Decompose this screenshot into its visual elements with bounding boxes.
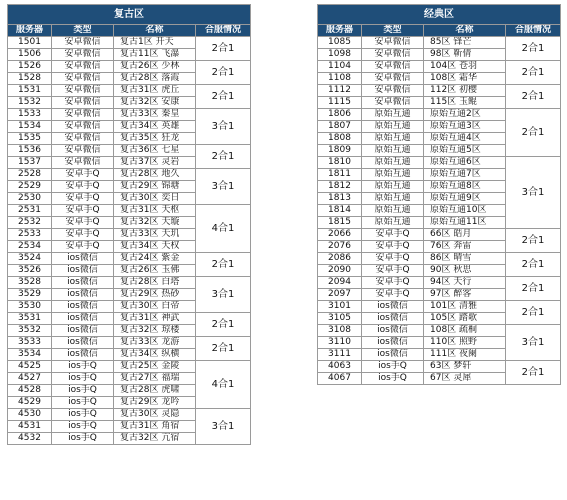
name-cell: 原始互通5区 <box>424 145 506 157</box>
merge-status-cell: 2合1 <box>196 337 251 361</box>
type-cell: ios手Q <box>52 421 114 433</box>
server-id-cell: 1810 <box>318 157 362 169</box>
name-cell: 复古28区 地久 <box>114 169 196 181</box>
name-cell: 105区 踏歌 <box>424 313 506 325</box>
type-cell: ios微信 <box>362 349 424 361</box>
type-cell: ios微信 <box>52 301 114 313</box>
server-id-cell: 2530 <box>8 193 52 205</box>
retro-zone-title: 复古区 <box>8 5 251 25</box>
type-cell: 安卓微信 <box>52 61 114 73</box>
merge-status-cell: 3合1 <box>506 157 561 229</box>
type-cell: ios微信 <box>362 325 424 337</box>
table-row <box>318 253 561 265</box>
name-cell: 复古27区 福瑞 <box>114 373 196 385</box>
type-cell: ios手Q <box>52 397 114 409</box>
table-row <box>8 85 251 97</box>
name-cell: 110区 照野 <box>424 337 506 349</box>
server-id-cell: 1814 <box>318 205 362 217</box>
server-id-cell: 1536 <box>8 145 52 157</box>
table-row <box>318 109 561 121</box>
header-server: 服务器 <box>318 25 362 37</box>
server-id-cell: 4529 <box>8 397 52 409</box>
server-id-cell: 2532 <box>8 217 52 229</box>
header-type: 类型 <box>362 25 424 37</box>
server-id-cell: 3526 <box>8 265 52 277</box>
table-row <box>8 61 251 73</box>
name-cell: 复古25区 金陵 <box>114 361 196 373</box>
type-cell: 安卓微信 <box>362 37 424 49</box>
name-cell: 112区 初樱 <box>424 85 506 97</box>
type-cell: 安卓微信 <box>52 97 114 109</box>
server-id-cell: 1098 <box>318 49 362 61</box>
type-cell: 安卓微信 <box>52 109 114 121</box>
server-id-cell: 1537 <box>8 157 52 169</box>
server-id-cell: 1807 <box>318 121 362 133</box>
table-row <box>318 229 561 241</box>
name-cell: 66区 皓月 <box>424 229 506 241</box>
type-cell: ios手Q <box>362 373 424 385</box>
name-cell: 复古32区 安康 <box>114 97 196 109</box>
merge-status-cell: 2合1 <box>506 277 561 301</box>
name-cell: 原始互通3区 <box>424 121 506 133</box>
type-cell: 安卓微信 <box>52 121 114 133</box>
name-cell: 复古28区 虎啸 <box>114 385 196 397</box>
type-cell: 安卓手Q <box>362 229 424 241</box>
table-row <box>8 253 251 265</box>
name-cell: 原始互通9区 <box>424 193 506 205</box>
server-id-cell: 1108 <box>318 73 362 85</box>
server-id-cell: 3105 <box>318 313 362 325</box>
name-cell: 复古33区 龙游 <box>114 337 196 349</box>
server-id-cell: 1531 <box>8 85 52 97</box>
merge-status-cell: 4合1 <box>196 205 251 253</box>
type-cell: 安卓手Q <box>52 181 114 193</box>
table-row <box>318 361 561 373</box>
name-cell: 复古30区 白帝 <box>114 301 196 313</box>
name-cell: 86区 晴雪 <box>424 253 506 265</box>
name-cell: 复古32区 天璇 <box>114 217 196 229</box>
type-cell: ios微信 <box>52 349 114 361</box>
name-cell: 复古36区 七星 <box>114 145 196 157</box>
server-id-cell: 3534 <box>8 349 52 361</box>
table-row <box>318 157 561 169</box>
type-cell: 安卓微信 <box>362 61 424 73</box>
type-cell: ios手Q <box>362 361 424 373</box>
merge-status-cell: 3合1 <box>196 109 251 145</box>
server-id-cell: 4528 <box>8 385 52 397</box>
type-cell: 安卓手Q <box>52 229 114 241</box>
type-cell: 原始互通 <box>362 157 424 169</box>
server-id-cell: 4063 <box>318 361 362 373</box>
merge-status-cell: 2合1 <box>196 253 251 277</box>
server-id-cell: 1085 <box>318 37 362 49</box>
type-cell: ios手Q <box>52 361 114 373</box>
type-cell: 安卓手Q <box>52 193 114 205</box>
name-cell: 108区 疏桐 <box>424 325 506 337</box>
merge-status-cell: 2合1 <box>506 301 561 325</box>
server-id-cell: 3110 <box>318 337 362 349</box>
type-cell: ios手Q <box>52 373 114 385</box>
type-cell: ios微信 <box>362 313 424 325</box>
name-cell: 复古26区 少林 <box>114 61 196 73</box>
type-cell: 安卓微信 <box>52 157 114 169</box>
type-cell: ios微信 <box>52 289 114 301</box>
type-cell: ios微信 <box>362 337 424 349</box>
type-cell: 安卓微信 <box>362 97 424 109</box>
name-cell: 原始互通7区 <box>424 169 506 181</box>
name-cell: 复古33区 天玑 <box>114 229 196 241</box>
server-id-cell: 1533 <box>8 109 52 121</box>
server-id-cell: 1526 <box>8 61 52 73</box>
name-cell: 111区 夜阑 <box>424 349 506 361</box>
name-cell: 101区 清雅 <box>424 301 506 313</box>
name-cell: 原始互通2区 <box>424 109 506 121</box>
type-cell: ios微信 <box>52 277 114 289</box>
table-row <box>318 85 561 97</box>
name-cell: 94区 天行 <box>424 277 506 289</box>
merge-status-cell: 2合1 <box>196 37 251 61</box>
server-id-cell: 1532 <box>8 97 52 109</box>
type-cell: 安卓手Q <box>362 265 424 277</box>
name-cell: 复古34区 天权 <box>114 241 196 253</box>
server-id-cell: 1104 <box>318 61 362 73</box>
name-cell: 复古29区 龙吟 <box>114 397 196 409</box>
server-id-cell: 2534 <box>8 241 52 253</box>
name-cell: 90区 秋思 <box>424 265 506 277</box>
server-id-cell: 3524 <box>8 253 52 265</box>
name-cell: 复古37区 灵岩 <box>114 157 196 169</box>
name-cell: 复古29区 锦塘 <box>114 181 196 193</box>
server-id-cell: 4530 <box>8 409 52 421</box>
name-cell: 原始互通6区 <box>424 157 506 169</box>
server-id-cell: 1534 <box>8 121 52 133</box>
server-id-cell: 1813 <box>318 193 362 205</box>
merge-status-cell: 2合1 <box>506 361 561 385</box>
server-id-cell: 2090 <box>318 265 362 277</box>
name-cell: 复古11区 飞瀑 <box>114 49 196 61</box>
name-cell: 复古32区 亢宿 <box>114 433 196 445</box>
type-cell: 安卓手Q <box>52 205 114 217</box>
merge-status-cell: 2合1 <box>506 253 561 277</box>
name-cell: 复古31区 虎丘 <box>114 85 196 97</box>
merge-status-cell: 4合1 <box>196 361 251 409</box>
type-cell: ios微信 <box>52 325 114 337</box>
type-cell: 安卓手Q <box>52 241 114 253</box>
type-cell: ios手Q <box>52 433 114 445</box>
merge-status-cell: 2合1 <box>196 85 251 109</box>
merge-status-cell: 2合1 <box>506 61 561 85</box>
retro-zone-table <box>7 4 251 445</box>
header-merge: 合服情况 <box>196 25 251 37</box>
type-cell: 原始互通 <box>362 217 424 229</box>
merge-status-cell: 3合1 <box>196 277 251 313</box>
type-cell: 安卓手Q <box>362 241 424 253</box>
name-cell: 复古31区 天枢 <box>114 205 196 217</box>
type-cell: ios微信 <box>362 301 424 313</box>
table-row <box>8 145 251 157</box>
server-id-cell: 3530 <box>8 301 52 313</box>
table-row <box>8 109 251 121</box>
type-cell: 安卓微信 <box>52 133 114 145</box>
merge-status-cell: 3合1 <box>506 325 561 361</box>
name-cell: 原始互通4区 <box>424 133 506 145</box>
server-id-cell: 1806 <box>318 109 362 121</box>
server-id-cell: 1809 <box>318 145 362 157</box>
server-id-cell: 2076 <box>318 241 362 253</box>
type-cell: 原始互通 <box>362 145 424 157</box>
server-id-cell: 2086 <box>318 253 362 265</box>
name-cell: 97区 醉客 <box>424 289 506 301</box>
type-cell: 安卓手Q <box>52 169 114 181</box>
name-cell: 复古31区 角宿 <box>114 421 196 433</box>
name-cell: 复古29区 热砂 <box>114 289 196 301</box>
server-id-cell: 2533 <box>8 229 52 241</box>
type-cell: 原始互通 <box>362 109 424 121</box>
name-cell: 复古30区 奕日 <box>114 193 196 205</box>
type-cell: ios微信 <box>52 313 114 325</box>
type-cell: 安卓微信 <box>52 145 114 157</box>
table-row <box>318 325 561 337</box>
merge-status-cell: 2合1 <box>506 37 561 61</box>
classic-zone-table <box>317 4 561 385</box>
header-name: 名称 <box>114 25 196 37</box>
merge-status-cell: 2合1 <box>506 109 561 157</box>
server-id-cell: 1812 <box>318 181 362 193</box>
server-id-cell: 1528 <box>8 73 52 85</box>
type-cell: 安卓微信 <box>362 85 424 97</box>
server-id-cell: 3528 <box>8 277 52 289</box>
server-id-cell: 4067 <box>318 373 362 385</box>
table-row <box>8 337 251 349</box>
name-cell: 98区 靳倩 <box>424 49 506 61</box>
name-cell: 复古24区 紫金 <box>114 253 196 265</box>
type-cell: ios手Q <box>52 385 114 397</box>
server-id-cell: 2529 <box>8 181 52 193</box>
server-id-cell: 4525 <box>8 361 52 373</box>
server-id-cell: 2531 <box>8 205 52 217</box>
type-cell: 安卓手Q <box>362 253 424 265</box>
name-cell: 115区 玉鲲 <box>424 97 506 109</box>
server-id-cell: 1115 <box>318 97 362 109</box>
name-cell: 108区 霜华 <box>424 73 506 85</box>
server-id-cell: 3529 <box>8 289 52 301</box>
type-cell: 安卓微信 <box>52 49 114 61</box>
name-cell: 原始互通8区 <box>424 181 506 193</box>
table-row <box>318 277 561 289</box>
name-cell: 复古33区 秦皇 <box>114 109 196 121</box>
type-cell: 安卓手Q <box>362 289 424 301</box>
name-cell: 104区 苍羽 <box>424 61 506 73</box>
header-server: 服务器 <box>8 25 52 37</box>
type-cell: 安卓微信 <box>52 37 114 49</box>
name-cell: 85区 锋芒 <box>424 37 506 49</box>
merge-status-cell: 2合1 <box>506 229 561 253</box>
type-cell: 安卓微信 <box>52 73 114 85</box>
table-row <box>8 277 251 289</box>
server-id-cell: 4527 <box>8 373 52 385</box>
name-cell: 复古35区 狂龙 <box>114 133 196 145</box>
name-cell: 复古30区 灵隐 <box>114 409 196 421</box>
name-cell: 复古32区 琼楼 <box>114 325 196 337</box>
name-cell: 复古26区 玉佛 <box>114 265 196 277</box>
table-row <box>8 205 251 217</box>
type-cell: ios微信 <box>52 253 114 265</box>
server-id-cell: 1815 <box>318 217 362 229</box>
table-row <box>318 37 561 49</box>
name-cell: 复古28区 落霞 <box>114 73 196 85</box>
name-cell: 76区 奔雷 <box>424 241 506 253</box>
type-cell: 安卓手Q <box>362 277 424 289</box>
table-row <box>8 169 251 181</box>
type-cell: 原始互通 <box>362 133 424 145</box>
name-cell: 原始互通11区 <box>424 217 506 229</box>
table-row <box>8 409 251 421</box>
server-id-cell: 1501 <box>8 37 52 49</box>
classic-zone-panel <box>317 4 560 385</box>
server-id-cell: 3532 <box>8 325 52 337</box>
name-cell: 复古34区 纵横 <box>114 349 196 361</box>
type-cell: 原始互通 <box>362 181 424 193</box>
type-cell: 原始互通 <box>362 169 424 181</box>
header-merge: 合服情况 <box>506 25 561 37</box>
server-id-cell: 1506 <box>8 49 52 61</box>
table-row <box>318 301 561 313</box>
classic-zone-title: 经典区 <box>318 5 561 25</box>
type-cell: 安卓手Q <box>52 217 114 229</box>
type-cell: 安卓微信 <box>362 49 424 61</box>
table-row <box>318 61 561 73</box>
server-id-cell: 2094 <box>318 277 362 289</box>
type-cell: 安卓微信 <box>52 85 114 97</box>
server-id-cell: 2066 <box>318 229 362 241</box>
merge-status-cell: 3合1 <box>196 409 251 445</box>
name-cell: 原始互通10区 <box>424 205 506 217</box>
type-cell: ios微信 <box>52 337 114 349</box>
server-id-cell: 3533 <box>8 337 52 349</box>
table-row <box>8 361 251 373</box>
server-id-cell: 3111 <box>318 349 362 361</box>
table-row <box>8 313 251 325</box>
merge-status-cell: 3合1 <box>196 169 251 205</box>
merge-status-cell: 2合1 <box>506 85 561 109</box>
server-id-cell: 4531 <box>8 421 52 433</box>
name-cell: 复古31区 神武 <box>114 313 196 325</box>
server-id-cell: 4532 <box>8 433 52 445</box>
type-cell: ios微信 <box>52 265 114 277</box>
header-type: 类型 <box>52 25 114 37</box>
type-cell: 原始互通 <box>362 193 424 205</box>
server-id-cell: 2528 <box>8 169 52 181</box>
header-name: 名称 <box>424 25 506 37</box>
retro-zone-panel <box>7 4 250 445</box>
type-cell: 原始互通 <box>362 205 424 217</box>
table-row <box>8 37 251 49</box>
server-id-cell: 2097 <box>318 289 362 301</box>
type-cell: 安卓微信 <box>362 73 424 85</box>
server-id-cell: 3108 <box>318 325 362 337</box>
server-id-cell: 1811 <box>318 169 362 181</box>
server-id-cell: 1808 <box>318 133 362 145</box>
server-id-cell: 1112 <box>318 85 362 97</box>
name-cell: 67区 灵犀 <box>424 373 506 385</box>
server-id-cell: 1535 <box>8 133 52 145</box>
name-cell: 63区 梦轩 <box>424 361 506 373</box>
merge-status-cell: 2合1 <box>196 61 251 85</box>
type-cell: 原始互通 <box>362 121 424 133</box>
server-id-cell: 3531 <box>8 313 52 325</box>
name-cell: 复古28区 白塔 <box>114 277 196 289</box>
merge-status-cell: 2合1 <box>196 313 251 337</box>
name-cell: 复古1区 开天 <box>114 37 196 49</box>
server-id-cell: 3101 <box>318 301 362 313</box>
name-cell: 复古34区 英雄 <box>114 121 196 133</box>
merge-status-cell: 2合1 <box>196 145 251 169</box>
type-cell: ios手Q <box>52 409 114 421</box>
